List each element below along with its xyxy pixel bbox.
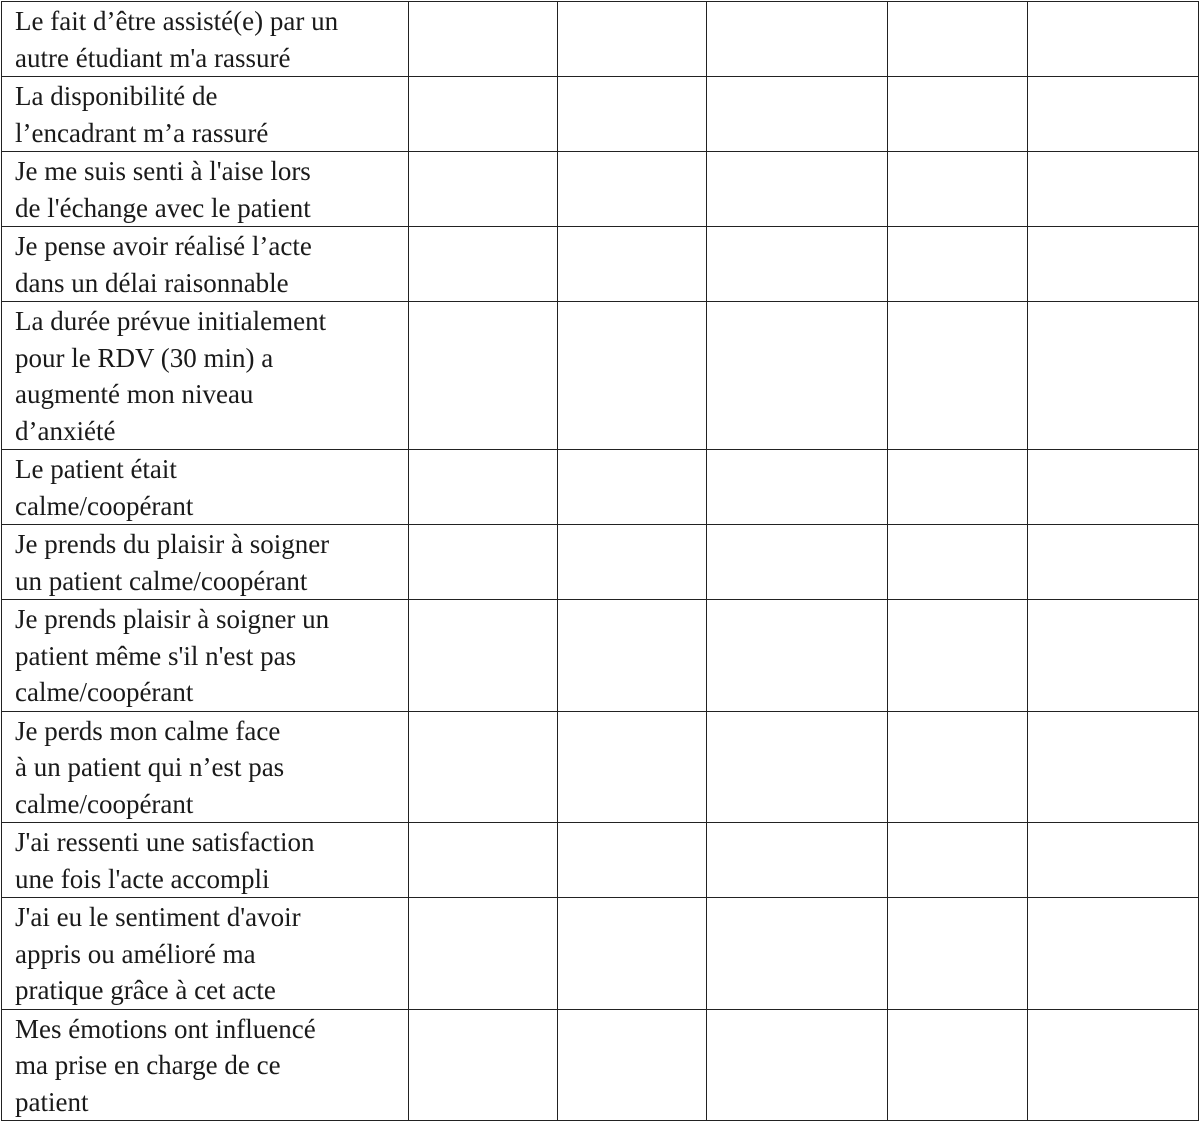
rating-cell — [888, 1009, 1028, 1121]
statement-cell — [2, 823, 409, 898]
rating-cell — [558, 600, 707, 712]
statement-text-line: dans un délai raisonnable — [15, 267, 289, 298]
rating-cell — [1028, 227, 1199, 302]
statement-text-line: La durée prévue initialement — [15, 306, 327, 336]
table-row — [2, 77, 1199, 152]
statement-text-line: Mes émotions ont influencé — [15, 1013, 316, 1044]
statement-text-line: de l'échange avec le patient — [15, 192, 311, 223]
rating-cell — [409, 600, 558, 712]
table-row — [2, 302, 1199, 450]
rating-cell — [1028, 600, 1199, 712]
table-row — [2, 600, 1199, 712]
rating-cell — [558, 525, 707, 600]
rating-cell — [1028, 711, 1199, 823]
rating-cell — [888, 450, 1028, 525]
rating-cell — [409, 823, 558, 898]
rating-cell — [409, 152, 558, 227]
rating-cell — [707, 898, 888, 1010]
rating-cell — [558, 152, 707, 227]
rating-cell — [707, 1009, 888, 1121]
statement-text-line: ma prise en charge de ce — [15, 1050, 281, 1080]
statement-text-line: à un patient qui n’est pas — [15, 752, 285, 782]
statement-cell — [2, 152, 409, 227]
statement-text-line: Je prends du plaisir à soigner — [15, 529, 330, 559]
rating-cell — [558, 450, 707, 525]
statement-text-line: La disponibilité de — [15, 81, 218, 111]
rating-cell — [707, 302, 888, 450]
statement-text-line: un patient calme/coopérant — [15, 565, 308, 596]
statement-text-line: augmenté mon niveau — [15, 379, 254, 409]
statement-cell — [2, 77, 409, 152]
rating-cell — [888, 77, 1028, 152]
rating-cell — [409, 525, 558, 600]
rating-cell — [888, 823, 1028, 898]
rating-cell — [558, 711, 707, 823]
statement-text-line: patient même s'il n'est pas — [15, 640, 297, 671]
statement-cell — [2, 450, 409, 525]
rating-cell — [707, 823, 888, 898]
statement-text-line: calme/coopérant — [15, 490, 194, 521]
statement-text-line: pratique grâce à cet acte — [15, 975, 276, 1005]
statement-text-line: pour le RDV (30 min) a — [15, 342, 274, 373]
rating-cell — [1028, 1009, 1199, 1121]
statement-text-line: calme/coopérant — [15, 788, 194, 819]
table-row — [2, 450, 1199, 525]
statement-text-line: Je prends plaisir à soigner un — [15, 604, 330, 634]
statement-text-line: une fois l'acte accompli — [15, 863, 270, 894]
rating-cell — [409, 711, 558, 823]
rating-cell — [1028, 77, 1199, 152]
rating-cell — [888, 2, 1028, 77]
table-row — [2, 152, 1199, 227]
rating-cell — [888, 711, 1028, 823]
statement-text-line: appris ou amélioré ma — [15, 938, 256, 969]
rating-cell — [409, 77, 558, 152]
table-row — [2, 711, 1199, 823]
rating-cell — [707, 227, 888, 302]
statement-text-line: patient — [15, 1086, 89, 1117]
statement-cell — [2, 600, 409, 712]
statement-text-line: d’anxiété — [15, 415, 116, 446]
statement-text-line: Je pense avoir réalisé l’acte — [15, 231, 312, 261]
table-row — [2, 823, 1199, 898]
rating-cell — [707, 525, 888, 600]
statement-cell — [2, 227, 409, 302]
statement-text-line: Je perds mon calme face — [15, 715, 281, 746]
statement-text-line: Je me suis senti à l'aise lors — [15, 156, 311, 186]
rating-cell — [888, 227, 1028, 302]
survey-table-body — [2, 2, 1199, 1121]
statement-text-line: autre étudiant m'a rassuré — [15, 42, 291, 73]
rating-cell — [1028, 2, 1199, 77]
statement-cell — [2, 525, 409, 600]
rating-cell — [409, 898, 558, 1010]
statement-text-line: J'ai ressenti une satisfaction — [15, 827, 315, 857]
rating-cell — [707, 77, 888, 152]
rating-cell — [1028, 898, 1199, 1010]
rating-cell — [707, 600, 888, 712]
rating-cell — [409, 302, 558, 450]
statement-text-line: J'ai eu le sentiment d'avoir — [15, 902, 301, 932]
table-row — [2, 2, 1199, 77]
statement-text-line: Le fait d’être assisté(e) par un — [15, 6, 339, 36]
rating-cell — [558, 898, 707, 1010]
table-row — [2, 898, 1199, 1010]
rating-cell — [888, 525, 1028, 600]
rating-cell — [888, 152, 1028, 227]
rating-cell — [888, 898, 1028, 1010]
table-row — [2, 227, 1199, 302]
statement-cell — [2, 2, 409, 77]
rating-cell — [1028, 152, 1199, 227]
rating-cell — [558, 1009, 707, 1121]
rating-cell — [558, 302, 707, 450]
rating-cell — [1028, 823, 1199, 898]
table-row — [2, 1009, 1199, 1121]
rating-cell — [707, 152, 888, 227]
rating-cell — [707, 711, 888, 823]
rating-cell — [707, 450, 888, 525]
rating-cell — [707, 2, 888, 77]
statement-cell — [2, 1009, 409, 1121]
rating-cell — [558, 2, 707, 77]
survey-table — [1, 1, 1199, 1121]
statement-cell — [2, 711, 409, 823]
rating-cell — [409, 450, 558, 525]
rating-cell — [558, 77, 707, 152]
rating-cell — [1028, 302, 1199, 450]
rating-cell — [409, 1009, 558, 1121]
rating-cell — [1028, 450, 1199, 525]
rating-cell — [409, 2, 558, 77]
statement-text-line: calme/coopérant — [15, 677, 194, 707]
statement-text-line: Le patient était — [15, 454, 177, 484]
rating-cell — [888, 302, 1028, 450]
rating-cell — [409, 227, 558, 302]
rating-cell — [558, 823, 707, 898]
table-row — [2, 525, 1199, 600]
rating-cell — [888, 600, 1028, 712]
statement-text-line: l’encadrant m’a rassuré — [15, 117, 269, 148]
statement-cell — [2, 898, 409, 1010]
rating-cell — [558, 227, 707, 302]
statement-cell — [2, 302, 409, 450]
rating-cell — [1028, 525, 1199, 600]
